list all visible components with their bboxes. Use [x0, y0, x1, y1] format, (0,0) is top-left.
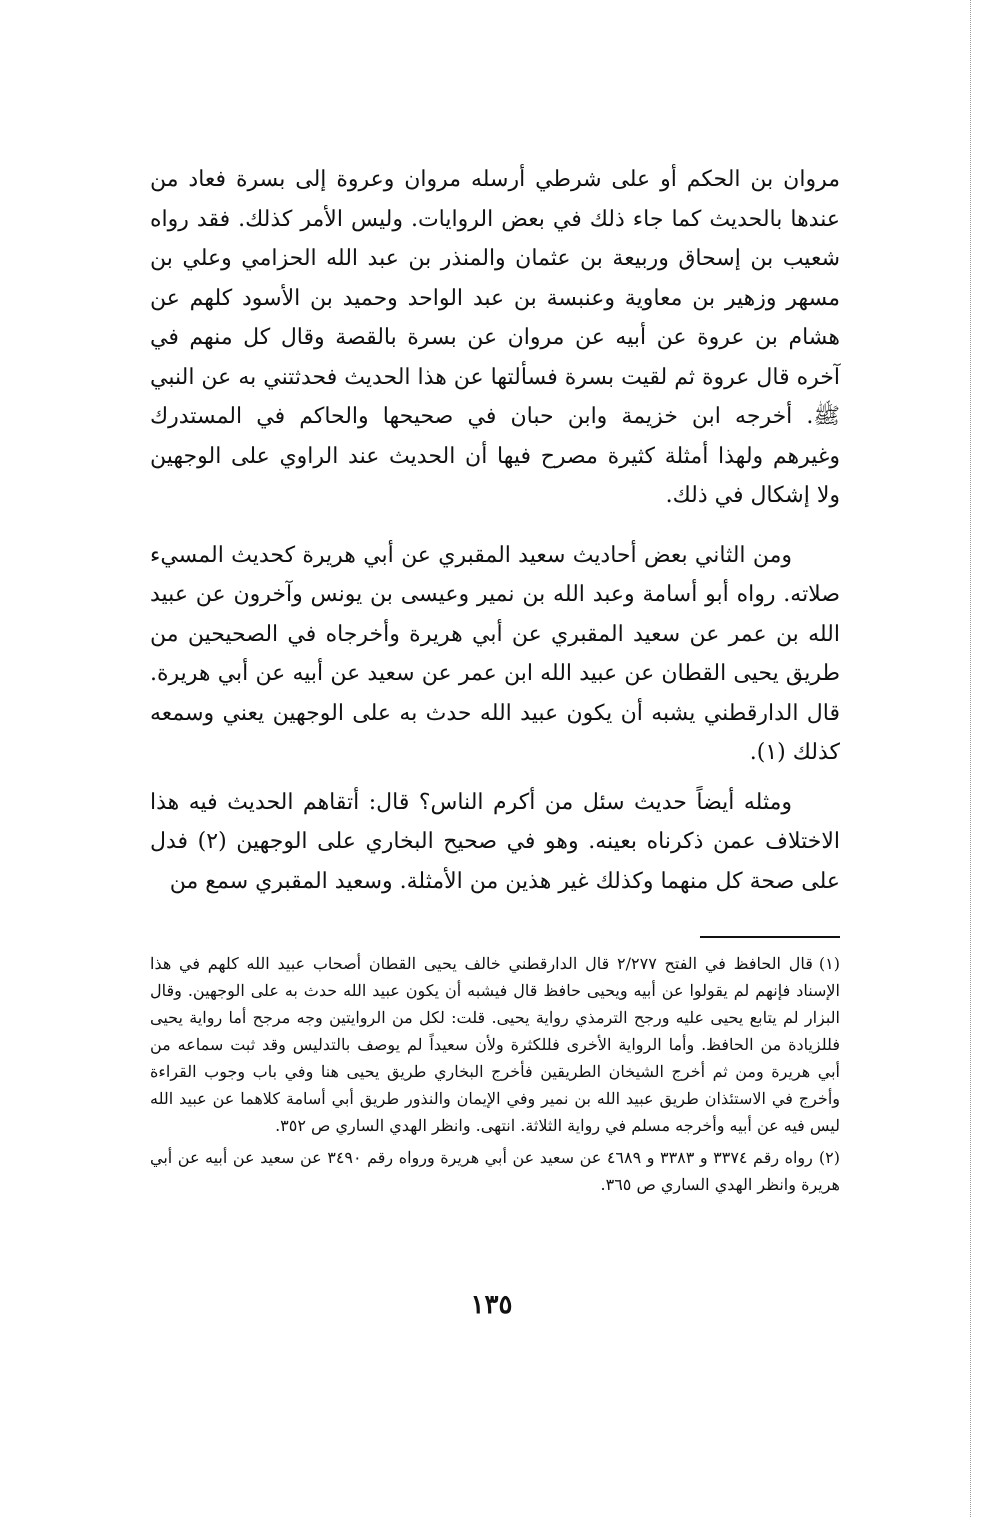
- footnotes: [150, 950, 840, 1203]
- footnote-1-number: (١): [818, 954, 841, 973]
- footnote-1-text: قال الحافظ في الفتح ٢/٢٧٧ قال الدارقطني خالف يحيى القطان أصحاب عبيد الله كلهم في هذا الإسناد فإنهم لم يقولوا عن أبيه ويحيى حافظ قال فيشبه أن يكون عبيد الله حدث به على الوجهين. وقال البزار لم يتابع يحيى عليه ورجح الترمذي رواية يحيى. قلت: لكل من الروايتين وجه مرجح أما رواية يحيى فللزيادة من الحافظ. وأما الرواية الأخرى فللكثرة ولأن سعيداً لم يوصف بالتدليس وقد ثبت سماعه من أبي هريرة ومن ثم أخرج الشيخان الطريقين فأخرج البخاري طريق يحيى هنا وفي باب وجوب القراءة وأخرج في الاستئذان طريق عبيد الله بن نمير وفي الإيمان والنذور طريق أبي أسامة كلاهما عن عبيد الله ليس فيه عن أبيه وأخرجه مسلم في رواية الثلاثة. انتهى. وانظر الهدي الساري ص ٣٥٢.: [150, 954, 841, 1135]
- paragraph-3: ومثله أيضاً حديث سئل من أكرم الناس؟ قال: أتقاهم الحديث فيه هذا الاختلاف عمن ذكرناه بعينه. وهو في صحيح البخاري على الوجهين (٢) فدل على صحة كل منهما وكذلك غير هذين من الأمثلة. وسعيد المقبري سمع من: [150, 789, 840, 894]
- footnote-2: [150, 1144, 840, 1198]
- main-text: [150, 160, 840, 901]
- paragraph-2: ومن الثاني بعض أحاديث سعيد المقبري عن أبي هريرة كحديث المسيء صلاته. رواه أبو أسامة وعبد الله بن نمير وعيسى بن يونس وآخرون عن عبيد الله بن عمر عن سعيد المقبري عن أبي هريرة وأخرجاه في الصحيحين من طريق يحيى القطان عن عبيد الله ابن عمر عن سعيد عن أبيه عن أبي هريرة. قال الدارقطني يشبه أن يكون عبيد الله حدث به على الوجهين يعني وسمعه كذلك (١).: [150, 542, 840, 765]
- page-number: ١٣٥: [470, 1290, 513, 1320]
- footnote-1: [150, 950, 840, 1139]
- paragraph-1: مروان بن الحكم أو على شرطي أرسله مروان وعروة إلى بسرة فعاد من عندها بالحديث كما جاء ذلك في بعض الروايات. وليس الأمر كذلك. فقد رواه شعيب بن إسحاق وربيعة بن عثمان والمنذر بن عبد الله الحزامي وعلي بن مسهر وزهير بن معاوية وعنبسة بن عبد الواحد وحميد بن الأسود كلهم عن هشام بن عروة عن أبيه عن مروان عن بسرة بالقصة وقال كل منهم في آخره قال عروة ثم لقيت بسرة فسألتها عن هذا الحديث فحدثتني به عن النبي ﷺ. أخرجه ابن خزيمة وابن حبان في صحيحها والحاكم في المستدرك وغيرهم ولهذا أمثلة كثيرة مصرح فيها أن الحديث عند الراوي على الوجهين ولا إشكال في ذلك.: [150, 167, 840, 508]
- footnote-2-text: رواه رقم ٣٣٧٤ و ٣٣٨٣ و ٤٦٨٩ عن سعيد عن أبي هريرة ورواه رقم ٣٤٩٠ عن سعيد عن أبيه عن أبي هريرة وانظر الهدي الساري ص ٣٦٥.: [150, 1148, 840, 1194]
- footnote-2-number: (٢): [818, 1148, 840, 1167]
- footnote-separator: [700, 936, 840, 938]
